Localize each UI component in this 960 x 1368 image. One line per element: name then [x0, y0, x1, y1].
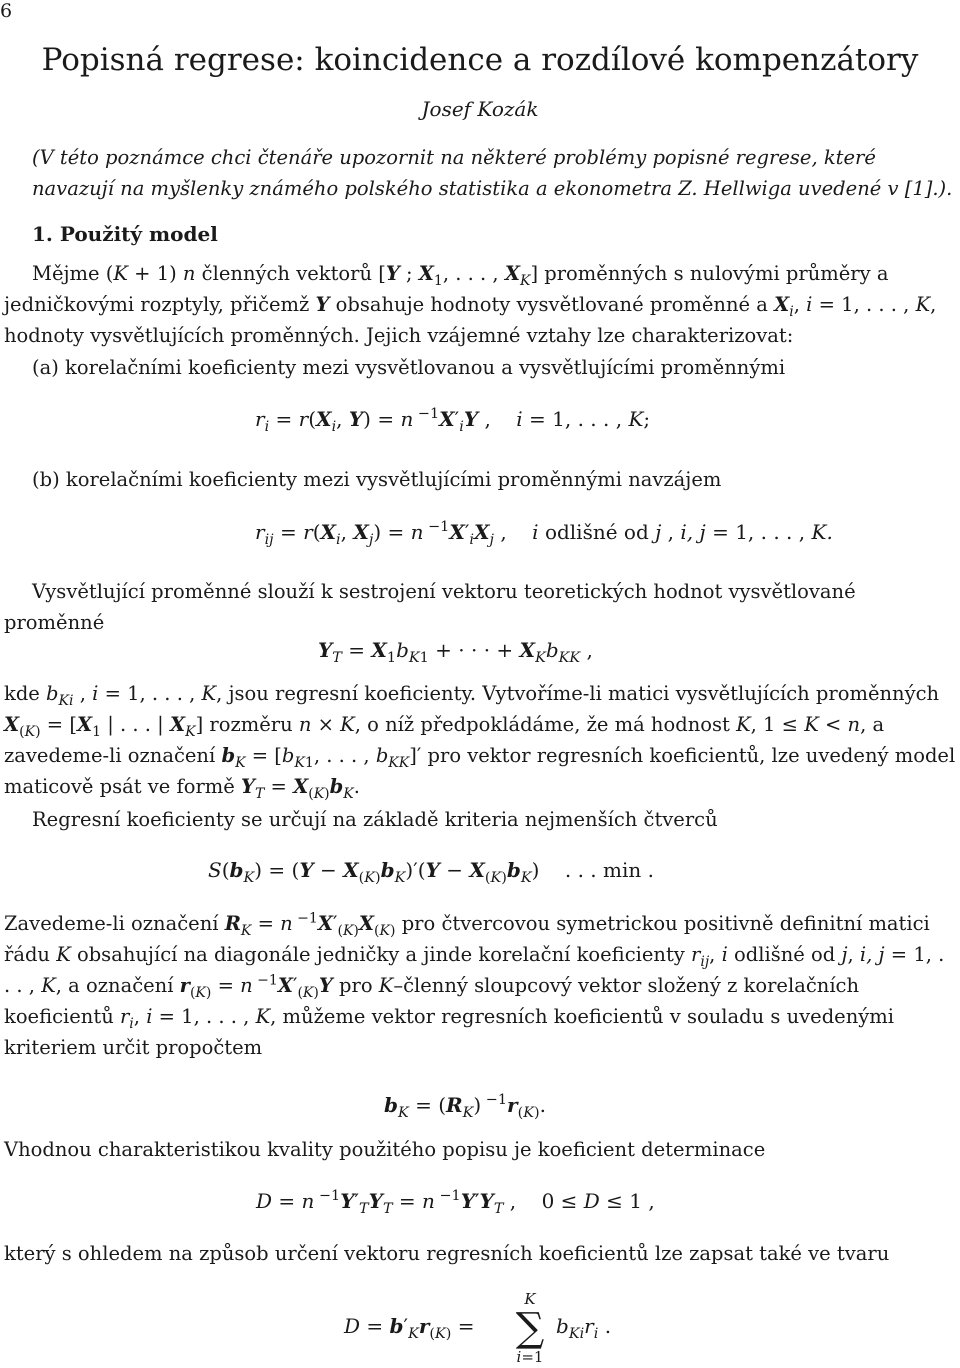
author: Josef Kozák — [421, 97, 539, 121]
equation-ri: $r_i = r(X_i$, Y) = n $^{-1}X'_iY$ , i = 1, . . . , K; — [255, 406, 651, 436]
equation-d-sum: $D = b'_Kr_{(K)}$ = — [344, 1314, 475, 1343]
item-b: (b) korelačními koeficienty mezi vysvětlujícími proměnnými navzájem — [32, 468, 722, 491]
equation-d-sum-term: $b_{Ki}r_i$ . — [556, 1314, 612, 1343]
coefficients-paragraph: kde $b_{Ki}$ , i = 1, . . . , K, jsou regresní koeficienty. Vytvoříme-li matici vysvětlujících proměnných $X_{(K)} = [X_1$ | . . . | $X_K$] rozměru n × K, o níž předpokládáme, že má hodnost K, 1 ≤ K < n, a zavedeme-li označení $b_K = [b_{K1}$, . . . , $b_{KK}]'$ pro vektor regresních koeficientů, lze uvedený model maticově psát ve formě $Y_T = X_{(K)}b_K$. — [4, 682, 956, 802]
item-a: (a) korelačními koeficienty mezi vysvětlovanou a vysvětlujícími proměnnými — [32, 356, 786, 379]
summation-symbol: K ∑ i=1 — [515, 1290, 545, 1366]
model-paragraph: Mějme (K + 1) n členných vektorů [Y ; $X_1$, . . . , $X_K$] proměnných s nulovými průměry a jedničkovými rozptyly, přičemž Y obsahuje hodnoty vysvětlované proměnné a $X_i$, i = 1, . . . , K, hodnoty vysvětlujících proměnných. Jejich vzájemné vztahy lze charakterizovat: — [4, 262, 937, 347]
section-heading: 1. Použitý model — [32, 222, 218, 246]
equation-rij: $r_{ij} = r(X_i$, $X_j) = n$ $^{-1}X'_iX_j$ , i odlišné od j , i, j = 1, . . . , K. — [255, 519, 833, 549]
page-number: 6 — [0, 0, 13, 22]
explanatory-paragraph: Vysvětlující proměnné slouží k sestrojení vektoru teoretických hodnot vysvětlované proměnné — [4, 580, 856, 634]
least-squares-paragraph: Regresní koeficienty se určují na základě kriteria nejmenších čtverců — [32, 808, 718, 831]
intro-paragraph: (V této poznámce chci čtenáře upozornit na některé problémy popisné regrese, které navazují na myšlenky známého polského statistika a ekonometra Z. Hellwiga uvedené v [1].). — [32, 146, 953, 200]
page-title: Popisná regrese: koincidence a rozdílové kompenzátory — [41, 42, 919, 78]
equation-bk: $b_K = (R_K)$ $^{-1}r_{(K)}$. — [384, 1092, 546, 1122]
determination-paragraph: Vhodnou charakteristikou kvality použitého popisu je koeficient determinace — [4, 1138, 766, 1161]
correlation-matrix-paragraph: Zavedeme-li označení $R_K = n$ $^{-1}X'_{(K)}X_{(K)}$ pro čtvercovou symetrickou positivně definitní matici řádu K obsahující na diagonále jedničky a jinde korelační koeficienty $r_{ij}$, i odlišné od j, i, j = 1, . . . , K, a označení $r_{(K)} = n$ $^{-1}X'_{(K)}Y$ pro K–členný sloupcový vektor složený z korelačních koeficientů $r_i$, i = 1, . . . , K, můžeme vektor regresních koeficientů v souladu s uvedenými kriteriem určit propočtem — [4, 910, 945, 1059]
equation-yt: $Y_T = X_1b_{K1}$ + · · · + $X_Kb_{KK}$ , — [318, 638, 593, 667]
final-paragraph: který s ohledem na způsob určení vektoru regresních koeficientů lze zapsat také ve tvaru — [4, 1242, 890, 1265]
equation-s: $S(b_K) = (Y - X_{(K)}b_K)'(Y - X_{(K)}b_K)$ . . . min . — [208, 858, 654, 887]
equation-d: D = n $^{-1}Y'_TY_T = n$ $^{-1}Y'Y_T$ , 0 ≤ D ≤ 1 , — [256, 1188, 655, 1218]
